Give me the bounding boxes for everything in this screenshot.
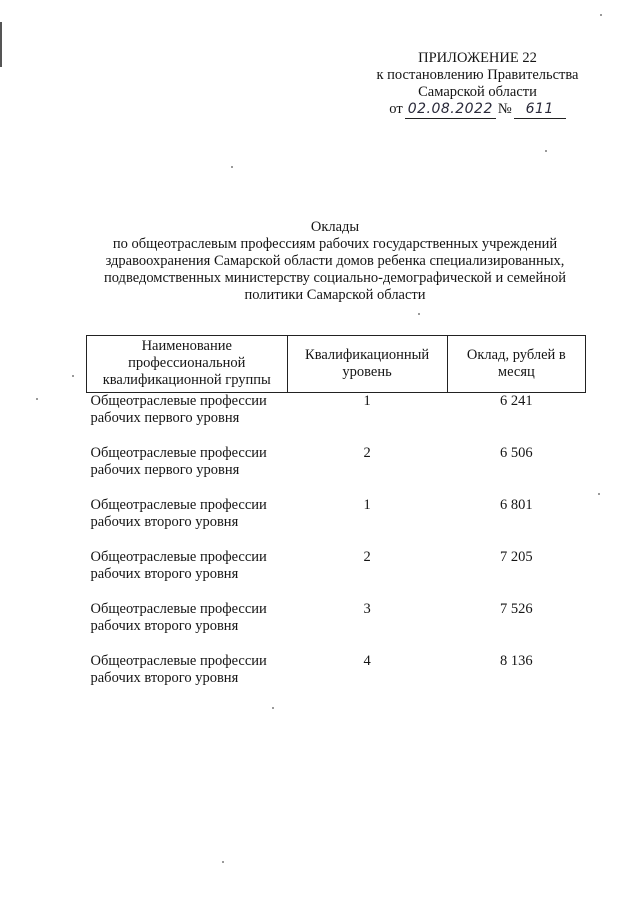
title-line-4: подведомственных министерству социально-демографической и семейной [103, 270, 567, 286]
scan-speck [545, 150, 547, 152]
level-cell: 1 [363, 393, 371, 409]
scan-speck [72, 375, 74, 377]
salary-cell: 7 526 [500, 601, 533, 617]
column-header-group: Наименование профессиональной квалификационной группы [87, 336, 288, 393]
title-line-2: по общеотраслевым профессиям рабочих государственных учреждений [112, 236, 558, 252]
level-cell: 3 [363, 601, 371, 617]
table-row [87, 445, 586, 497]
level-cell: 2 [363, 549, 371, 565]
table-row [87, 601, 586, 653]
scan-edge-mark [0, 22, 2, 67]
salary-cell: 8 136 [500, 653, 533, 669]
salary-cell: 6 506 [500, 445, 533, 461]
table-row [87, 653, 586, 705]
title-line-3: здравоохранения Самарской области домов ребенка специализированных, [105, 253, 565, 269]
scan-speck [222, 861, 224, 863]
table-header-row [87, 336, 586, 393]
number-sign: № [497, 101, 512, 117]
table-row [87, 393, 586, 446]
group-cell: Общеотраслевые профессии рабочих первого уровня [90, 445, 267, 478]
column-header-salary: Оклад, рублей в месяц [447, 336, 585, 393]
scan-speck [36, 398, 38, 400]
level-cell: 4 [363, 653, 371, 669]
salary-cell: 7 205 [500, 549, 533, 565]
appendix-label: ПРИЛОЖЕНИЕ 22 [418, 50, 537, 66]
scan-speck [600, 14, 602, 16]
date-number-line [330, 101, 625, 119]
salary-table [86, 335, 586, 705]
title-line-5: политики Самарской области [244, 287, 426, 303]
appendix-header [330, 50, 625, 119]
region-line: Самарской области [418, 84, 537, 100]
handwritten-date: 02.08.2022 [405, 101, 496, 119]
handwritten-number: 611 [514, 101, 566, 119]
title-heading: Оклады [310, 219, 360, 235]
scan-speck [272, 707, 274, 709]
group-cell: Общеотраслевые профессии рабочих второго уровня [90, 549, 267, 582]
group-cell: Общеотраслевые профессии рабочих второго уровня [90, 653, 267, 686]
resolution-line: к постановлению Правительства [376, 67, 579, 83]
group-cell: Общеотраслевые профессии рабочих первого уровня [90, 393, 267, 426]
level-cell: 2 [363, 445, 371, 461]
salary-cell: 6 801 [500, 497, 533, 513]
scan-speck [418, 313, 420, 315]
from-label: от [389, 101, 403, 117]
group-cell: Общеотраслевые профессии рабочих второго уровня [90, 601, 267, 634]
table-row [87, 497, 586, 549]
salary-cell: 6 241 [500, 393, 533, 409]
column-header-level: Квалификационный уровень [287, 336, 447, 393]
group-cell: Общеотраслевые профессии рабочих второго уровня [90, 497, 267, 530]
table-row [87, 549, 586, 601]
document-title [40, 219, 630, 304]
level-cell: 1 [363, 497, 371, 513]
scan-speck [598, 493, 600, 495]
scan-speck [231, 166, 233, 168]
